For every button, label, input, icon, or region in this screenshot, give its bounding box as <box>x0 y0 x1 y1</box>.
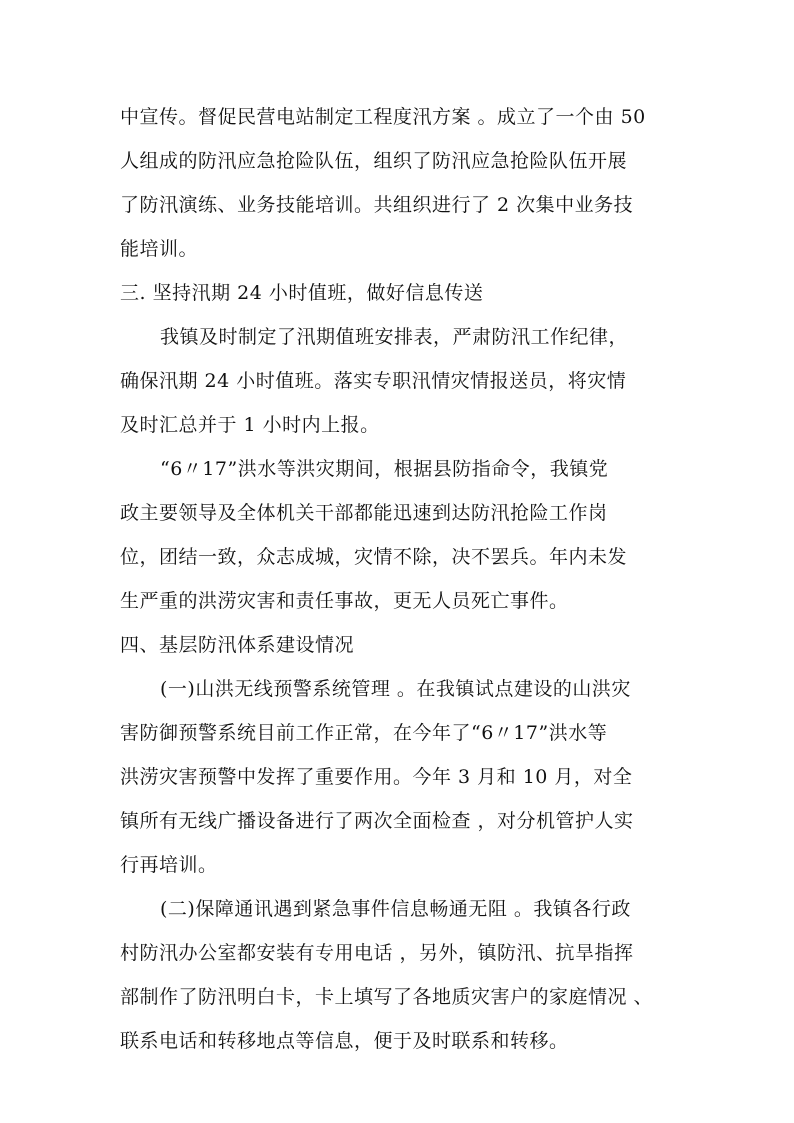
text-line: 洪涝灾害预警中发挥了重要作用。今年 3 月和 10 月，对全 <box>120 766 633 788</box>
section-heading: 四、基层防汛体系建设情况 <box>120 634 355 656</box>
text-line: 位，团结一致，众志成城，灾情不除，决不罢兵。年内未发 <box>120 546 628 568</box>
paragraph-first-line: 我镇及时制定了汛期值班安排表，严肃防汛工作纪律， <box>160 326 629 348</box>
text-line: 联系电话和转移地点等信息，便于及时联系和转移。 <box>120 1030 569 1052</box>
text-line: 及时汇总并于 1 小时内上报。 <box>120 414 380 436</box>
paragraph-first-line: (一)山洪无线预警系统管理 。在我镇试点建设的山洪灾 <box>160 678 631 700</box>
text-line: 人组成的防汛应急抢险队伍，组织了防汛应急抢险队伍开展 <box>120 150 628 172</box>
text-line: 能培训。 <box>120 238 199 260</box>
text-line: 镇所有无线广播设备进行了两次全面检查 ，对分机管护人实 <box>120 810 634 832</box>
text-line: 生严重的洪涝灾害和责任事故，更无人员死亡事件。 <box>120 590 569 612</box>
text-line: 行再培训。 <box>120 854 218 876</box>
section-heading: 三. 坚持汛期 24 小时值班，做好信息传送 <box>120 282 484 304</box>
text-line: 了防汛演练、业务技能培训。共组织进行了 2 次集中业务技 <box>120 194 634 216</box>
text-line: 部制作了防汛明白卡，卡上填写了各地质灾害户的家庭情况 、 <box>120 986 654 1008</box>
text-line: 确保汛期 24 小时值班。落实专职汛情灾情报送员，将灾情 <box>120 370 627 392</box>
paragraph-first-line: “6〃17”洪水等洪灾期间，根据县防指命令，我镇党 <box>160 458 609 480</box>
text-line: 害防御预警系统目前工作正常，在今年了“6〃17”洪水等 <box>120 722 608 744</box>
text-line: 政主要领导及全体机关干部都能迅速到达防汛抢险工作岗 <box>120 502 608 524</box>
text-line: 中宣传。督促民营电站制定工程度汛方案 。成立了一个由 50 <box>120 106 646 128</box>
document-body <box>120 95 680 1063</box>
paragraph-first-line: (二)保障通讯遇到紧急事件信息畅通无阻 。我镇各行政 <box>160 898 631 920</box>
text-line: 村防汛办公室都安装有专用电话 ，另外，镇防汛、抗旱指挥 <box>120 942 634 964</box>
